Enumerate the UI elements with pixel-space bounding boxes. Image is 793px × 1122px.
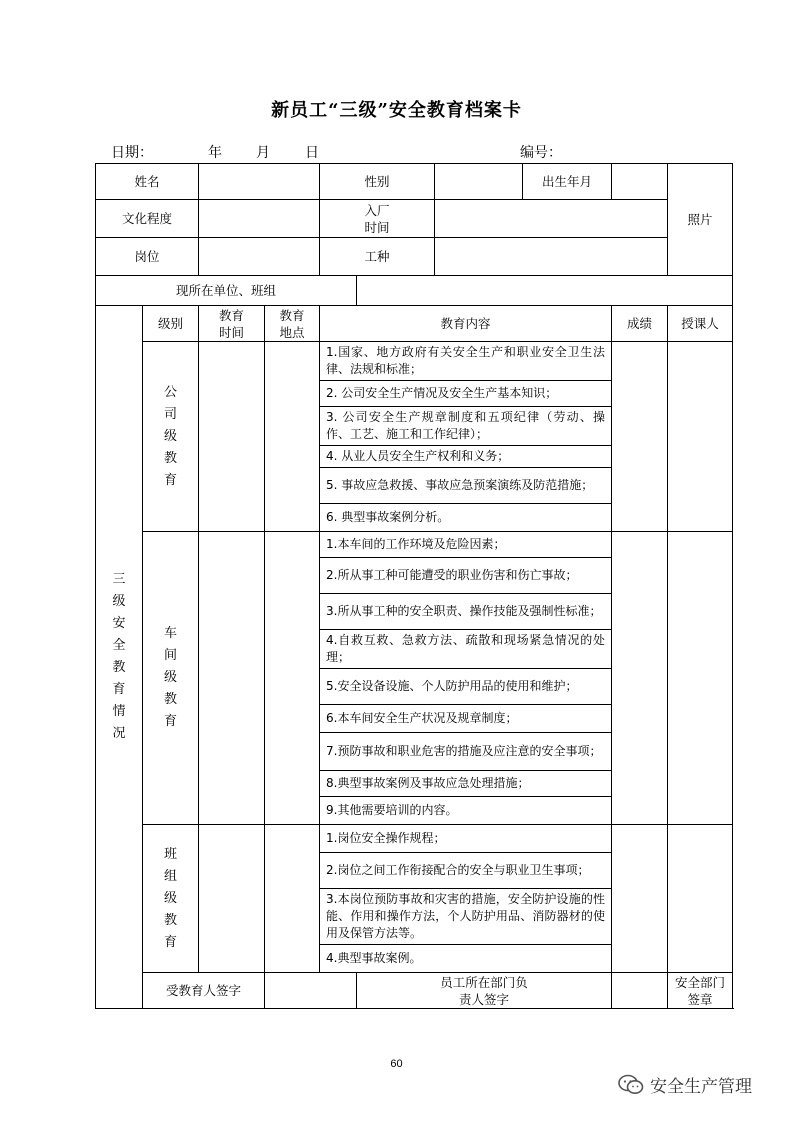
level-label: 车间级教育 [143,532,199,825]
info-row-1 [96,164,733,200]
content-item: 3. 公司安全生产规章制度和五项纪律（劳动、操作、工艺、施工和工作纪律）； [320,407,612,446]
date-label: 日期： [111,145,153,161]
content-item: 4.自救互救、急救方法、疏散和现场紧急情况的处理； [320,630,612,669]
col-time: 教育时间 [199,306,265,342]
time-cell[interactable] [199,342,265,532]
position-label: 岗位 [96,238,199,276]
entry-time-label: 入厂时间 [320,200,435,238]
section-label: 三级安全教育情况 [96,306,143,1009]
position-value[interactable] [199,238,320,276]
page-number: 60 [390,1058,403,1070]
job-type-value[interactable] [435,238,668,276]
watermark-text: 安全生产管理 [650,1077,752,1097]
time-cell[interactable] [199,532,265,825]
content-item: 4. 从业人员安全生产权利和义务； [320,446,612,468]
wechat-icon [618,1074,644,1096]
place-cell[interactable] [265,342,320,532]
content-item: 3.所从事工种的安全职责、操作技能及强制性标准； [320,594,612,630]
score-cell[interactable] [612,342,668,532]
place-cell[interactable] [265,825,320,973]
content-item: 1.国家、地方政府有关安全生产和职业安全卫生法律、法规和标准； [320,342,612,381]
content-item: 5. 事故应急救援、事故应急预案演练及防范措施； [320,468,612,504]
score-cell[interactable] [612,532,668,825]
content-item: 6.本车间安全生产状况及规章制度； [320,705,612,733]
dept-head-sign-value[interactable] [612,973,668,1009]
content-item: 6. 典型事故案例分析。 [320,504,612,532]
col-score: 成绩 [612,306,668,342]
gender-label: 性别 [320,164,435,200]
level-label: 公司级教育 [143,342,199,532]
number-label: 编号： [520,145,562,161]
content-item: 8.典型事故案例及事故应急处理措施； [320,771,612,797]
content-item: 4.典型事故案例。 [320,945,612,973]
education-value[interactable] [199,200,320,238]
col-place: 教育地点 [265,306,320,342]
entry-time-value[interactable] [435,200,668,238]
place-cell[interactable] [265,532,320,825]
day-label: 日 [305,145,319,161]
content-item: 1.本车间的工作环境及危险因素； [320,532,612,558]
score-cell[interactable] [612,825,668,973]
content-item: 2. 公司安全生产情况及安全生产基本知识； [320,381,612,407]
content-item: 1.岗位安全操作规程； [320,825,612,853]
education-record-table [95,163,733,1009]
dept-head-sign-label: 员工所在部门负责人签字 [357,973,612,1009]
trainee-sign-value[interactable] [265,973,357,1009]
content-item: 5.安全设备设施、个人防护用品的使用和维护； [320,669,612,705]
info-row-2 [96,200,733,238]
name-value[interactable] [199,164,320,200]
photo-cell[interactable]: 照片 [668,164,733,276]
year-label: 年 [208,145,222,161]
teacher-cell[interactable] [668,342,733,532]
content-item: 9.其他需要培训的内容。 [320,797,612,825]
time-cell[interactable] [199,825,265,973]
name-label: 姓名 [96,164,199,200]
level-label: 班组级教育 [143,825,199,973]
gender-value[interactable] [435,164,523,200]
unit-label: 现所在单位、班组 [96,276,357,306]
table-row [96,342,733,381]
content-item: 7.预防事故和职业危害的措施及应注意的安全事项； [320,733,612,771]
birth-value[interactable] [612,164,668,200]
teacher-cell[interactable] [668,825,733,973]
table-row [96,825,733,853]
table-row [96,532,733,558]
col-content: 教育内容 [320,306,612,342]
signature-row [96,973,733,1009]
content-item: 2.所从事工种可能遭受的职业伤害和伤亡事故； [320,558,612,594]
unit-value[interactable] [357,276,733,306]
education-label: 文化程度 [96,200,199,238]
safety-dept-seal-label: 安全部门签章 [668,973,733,1009]
content-item: 3.本岗位预防事故和灾害的措施，安全防护设施的性能、作用和操作方法，个人防护用品、消防器材的使用及保管方法等。 [320,889,612,945]
page-title: 新员工“三级”安全教育档案卡 [271,100,522,121]
col-level: 级别 [143,306,199,342]
unit-row [96,276,733,306]
month-label: 月 [256,145,270,161]
col-teacher: 授课人 [668,306,733,342]
trainee-sign-label: 受教育人签字 [143,973,265,1009]
content-item: 2.岗位之间工作衔接配合的安全与职业卫生事项； [320,853,612,889]
teacher-cell[interactable] [668,532,733,825]
info-row-3 [96,238,733,276]
watermark [618,1072,752,1097]
column-header-row [96,306,733,342]
job-type-label: 工种 [320,238,435,276]
birth-label: 出生年月 [523,164,612,200]
